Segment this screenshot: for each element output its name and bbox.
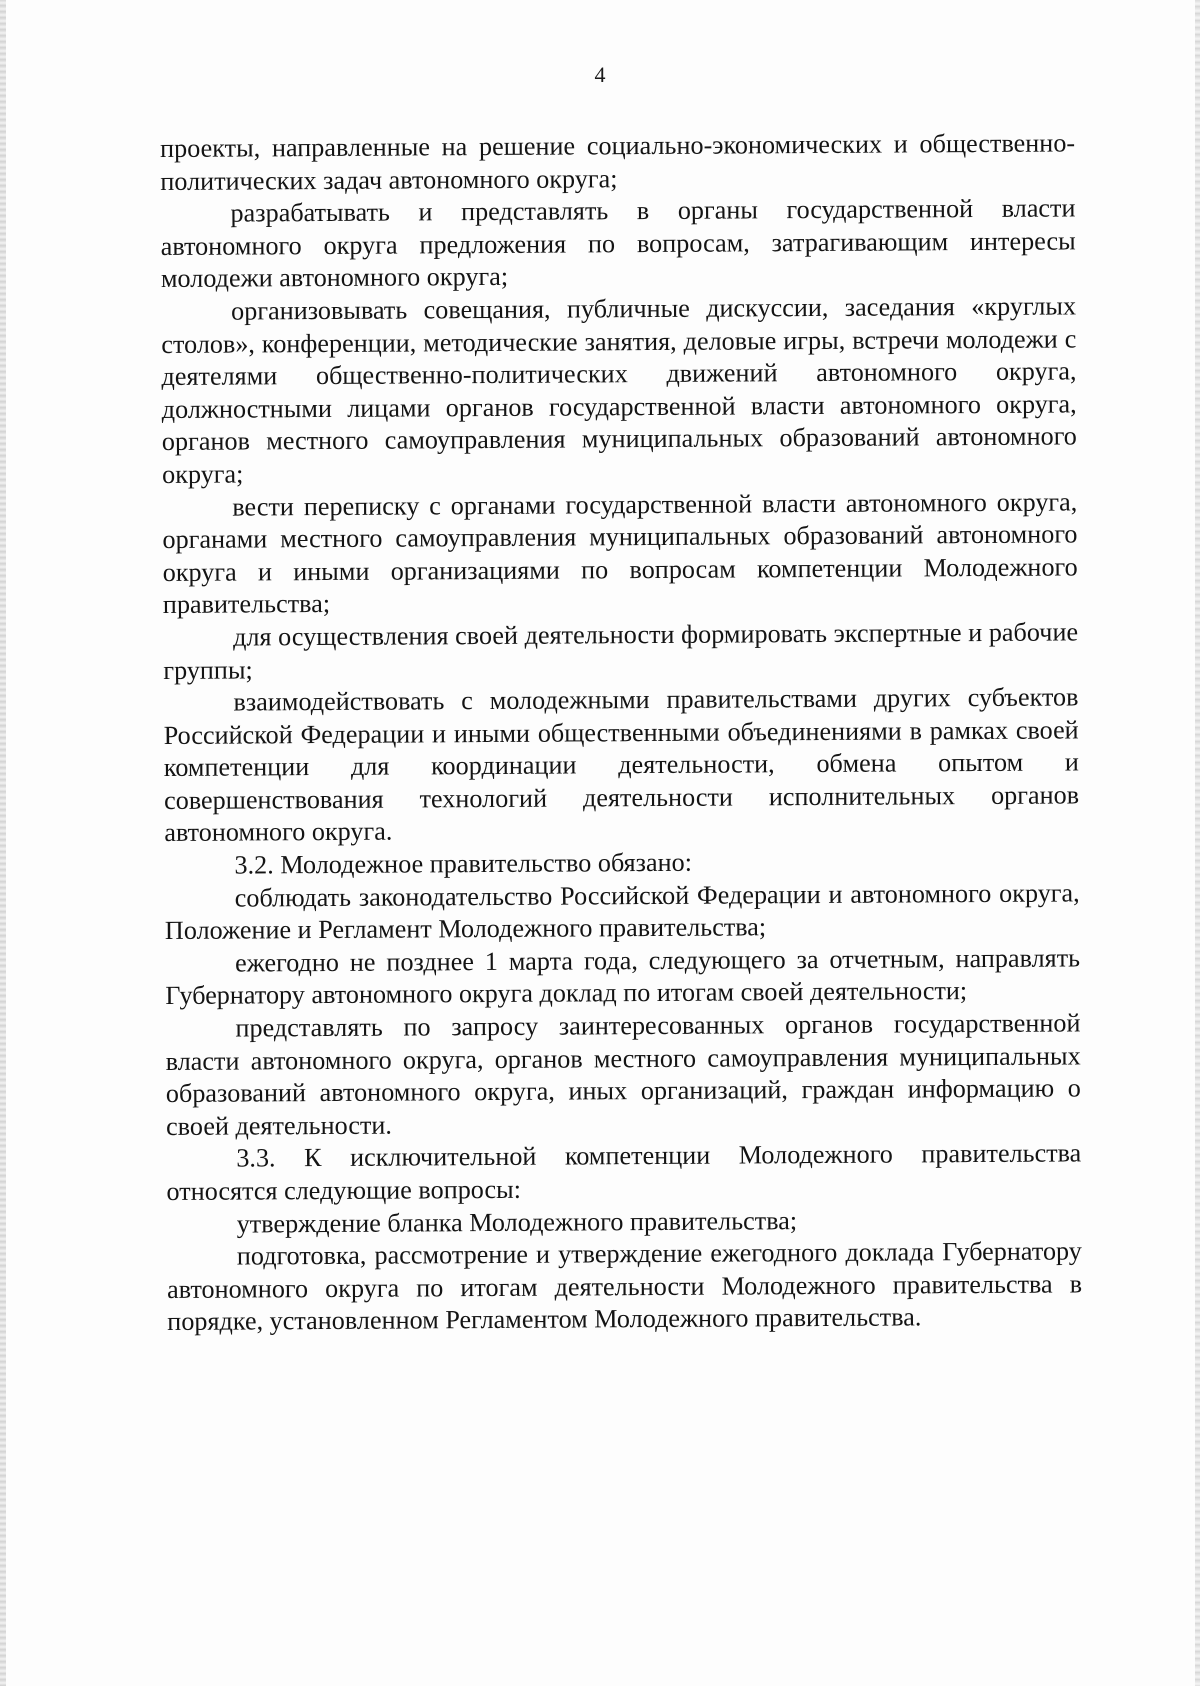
paragraph-blank-approval: утверждение бланка Молодежного правительства; xyxy=(236,1205,798,1239)
paragraph-meetings: организовывать совещания, публичные дискуссии, заседания «круглых столов», конференции, методические занятия, деловые игры, встречи молодежи с деятелями общественно-политических движений автономного округа, должностными лицами органов государственной власти автономного округа, органов местного самоуправления муниципальных образований автономного округа; xyxy=(161,291,1077,489)
paragraph-interaction: взаимодействовать с молодежными правительствами других субъектов Российской Федерации и иными общественными объединениями в рамках своей компетенции для координации деятельности, обмена опытом и совершенствования технологий деятельности исполнительных органов автономного округа. xyxy=(163,682,1080,848)
scan-edge-left xyxy=(0,0,6,1686)
scan-edge-right xyxy=(1195,0,1200,1686)
paragraph-comply-law: соблюдать законодательство Российской Федерации и автономного округа, Положение и Регламент Молодежного правительства; xyxy=(164,878,1080,946)
page-number: 4 xyxy=(594,62,606,87)
paragraph-proposals: разрабатывать и представлять в органы государственной власти автономного округа предложения по вопросам, затрагивающим интересы молодежи автономного округа; xyxy=(160,193,1076,294)
paragraph-provide-info: представлять по запросу заинтересованных органов государственной власти автономного округа, органов местного самоуправления муниципальных образований автономного округа, иных организаций, граждан информацию о своей деятельности. xyxy=(165,1008,1081,1141)
section-heading-3-3: 3.3. К исключительной компетенции Молодежного правительства относятся следующие вопросы: xyxy=(166,1138,1082,1206)
paragraph-report-approval: подготовка, рассмотрение и утверждение ежегодного доклада Губернатору автономного округа по итогам деятельности Молодежного правительства в порядке, установленном Регламентом Молодежного правительства. xyxy=(166,1236,1083,1337)
section-heading-3-2: 3.2. Молодежное правительство обязано: xyxy=(234,847,693,880)
paragraph-annual-report: ежегодно не позднее 1 марта года, следующего за отчетным, направлять Губернатору автономного округа доклад по итогам своей деятельности; xyxy=(165,943,1081,1011)
paragraph-correspondence: вести переписку с органами государственной власти автономного округа, органами местного самоуправления муниципальных образований автономного округа и иными организациями по вопросам компетенции Молодежного правительства; xyxy=(162,486,1078,620)
document-body xyxy=(160,127,1082,1339)
paragraph-working-groups: для осуществления своей деятельности формировать экспертные и рабочие группы; xyxy=(163,617,1079,685)
paragraph-projects: проекты, направленные на решение социально-экономических и общественно-политических задач автономного округа; xyxy=(160,128,1076,196)
